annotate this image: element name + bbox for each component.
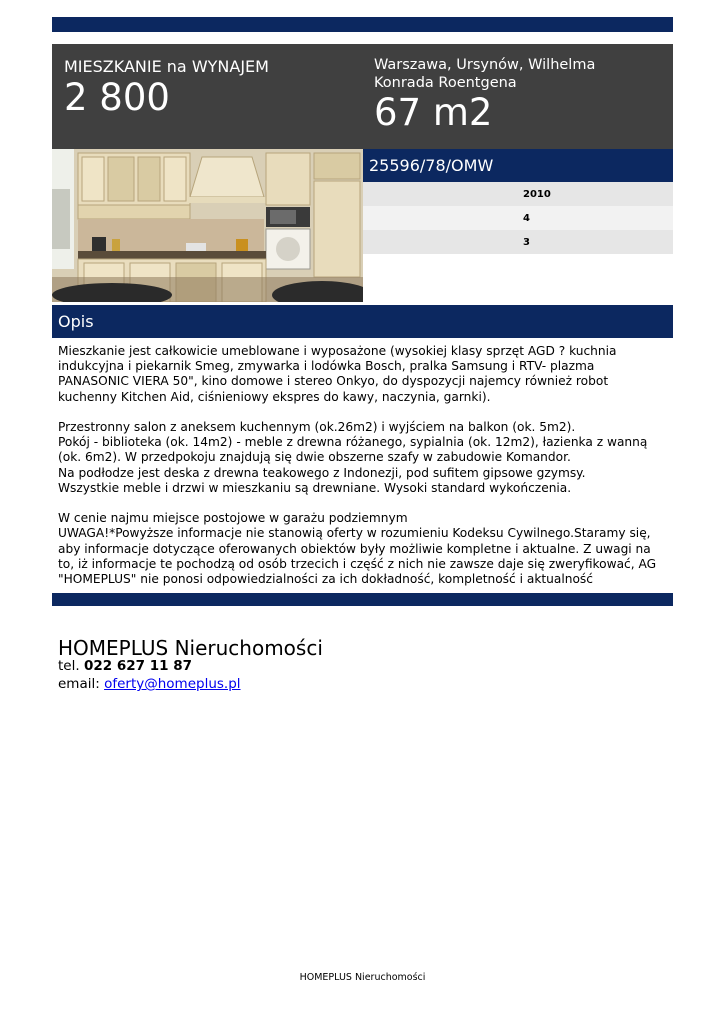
price: 2 800 — [64, 76, 170, 119]
company-name: HOMEPLUS Nieruchomości — [58, 636, 323, 660]
reference-bar — [363, 149, 673, 182]
description-paragraph: Wszystkie meble i drzwi w mieszkaniu są drewniane. Wysoki standard wykończenia. — [58, 480, 572, 495]
phone-number: 022 627 11 87 — [83, 658, 192, 674]
top-divider-bar — [52, 17, 673, 32]
email-link[interactable]: oferty@homeplus.pl — [104, 676, 241, 692]
description-paragraph: UWAGA!*Powyższe informacje nie stanowią oferty w rozumieniu Kodeksu Cywilnego.Staramy się, aby informacje dotyczące oferowanych obiektów były możliwie kompletne i aktualne. Z uwagi na to, iż informacje te pochodzą od osób trzecich i część z nich nie zawsze daje się zweryfikować, AG "HOMEPLUS" nie ponosi odpowiedzialności za ich dokładność, kompletność i aktualność — [58, 526, 657, 587]
description-heading-bar — [52, 305, 673, 338]
email-label: email: — [58, 676, 100, 692]
kitchen-photo — [52, 149, 363, 302]
description-paragraph: W cenie najmu miejsce postojowe w garażu podziemnym — [58, 511, 408, 526]
listing-header — [52, 44, 673, 149]
description-body — [58, 344, 668, 587]
description-heading: Opis — [58, 312, 94, 331]
detail-row — [363, 230, 673, 254]
description-paragraph: Pokój - biblioteka (ok. 14m2) - meble z drewna różanego, sypialnia (ok. 12m2), łazienka z wanną (ok. 6m2). W przedpokoju znajdują się dwie obszerne szafy w zabudowie Komandor. — [58, 435, 648, 465]
phone-label: tel. — [58, 658, 80, 674]
footer-text: HOMEPLUS Nieruchomości — [299, 972, 426, 983]
address: Warszawa, Ursynów, Wilhelma Konrada Roentgena — [374, 57, 596, 91]
area: 67 m2 — [374, 91, 493, 134]
detail-row — [363, 206, 673, 230]
phone-line — [58, 658, 192, 674]
detail-value: 3 — [523, 237, 530, 248]
detail-value: 2010 — [523, 189, 551, 200]
detail-value: 4 — [523, 213, 530, 224]
bottom-divider-bar — [52, 593, 673, 606]
reference-number: 25596/78/OMW — [369, 156, 494, 175]
description-paragraph: Mieszkanie jest całkowicie umeblowane i wyposażone (wysokiej klasy sprzęt AGD ? kuchnia indukcyjna i piekarnik Smeg, zmywarka i lodówka Bosch, pralka Samsung i RTV- plazma PANASONIC VIERA 50", kino domowe i stereo Onkyo, do dyspozycji najemcy również robot kuchenny Kitchen Aid, ciśnieniowy ekspres do kawy, naczynia, garnki). — [58, 344, 617, 404]
detail-row — [363, 182, 673, 206]
description-paragraph: Na podłodze jest deska z drewna teakowego z Indonezji, pod sufitem gipsowe gzymsy. — [58, 465, 586, 480]
email-line — [58, 676, 241, 692]
offer-type: MIESZKANIE na WYNAJEM — [64, 57, 269, 76]
description-paragraph: Przestronny salon z aneksem kuchennym (ok.26m2) i wyjściem na balkon (ok. 5m2). — [58, 420, 576, 434]
